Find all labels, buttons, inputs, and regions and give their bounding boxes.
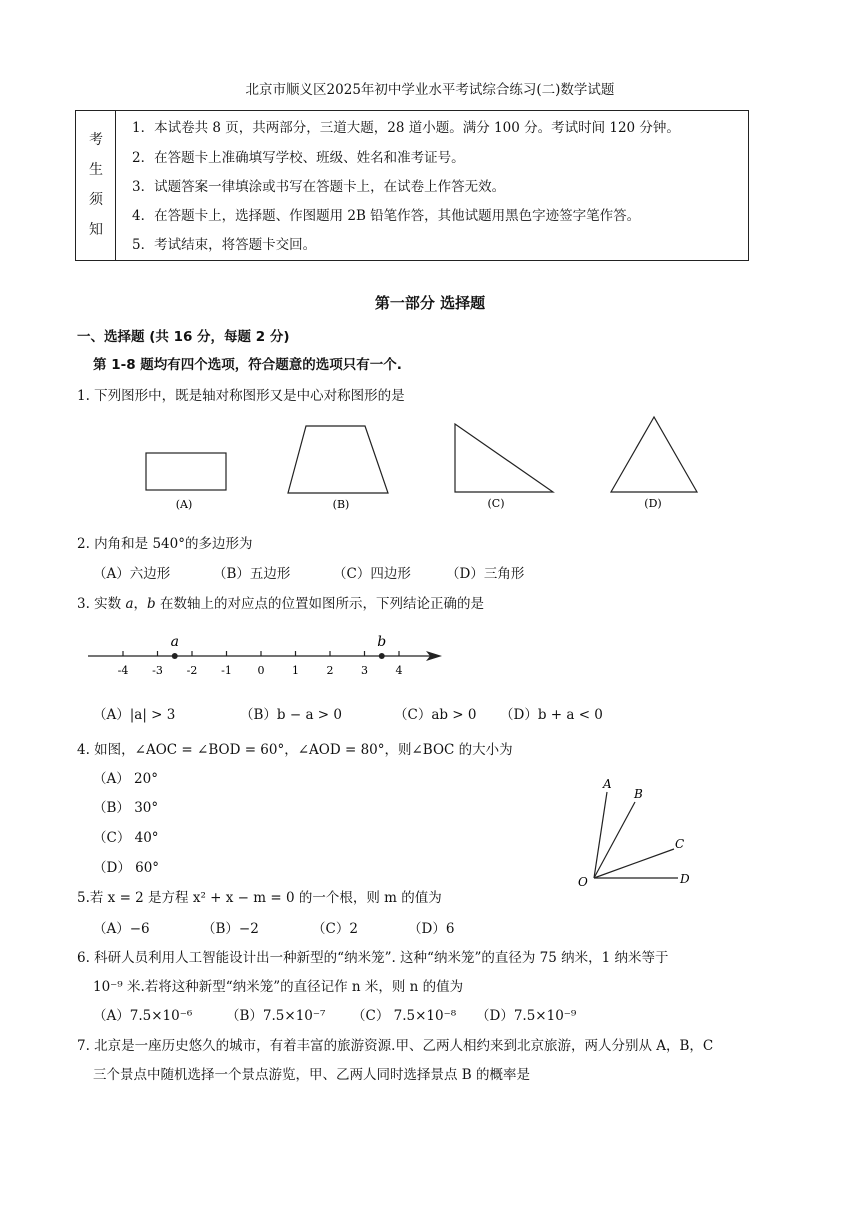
angle-figure — [570, 770, 700, 892]
rectangle-shape — [146, 453, 226, 490]
notice-item: 3．试题答案一律填涂或书写在答题卡上，在试卷上作答无效。 — [132, 179, 506, 195]
option-b: （B）−2 — [202, 921, 259, 937]
figure-label-a: (A) — [175, 498, 193, 511]
triangle-shape — [611, 417, 697, 492]
tick-label: -2 — [186, 664, 198, 677]
label-o: O — [578, 875, 588, 889]
question-1-figures — [120, 410, 740, 518]
label-b: B — [634, 787, 643, 801]
option-d: （D）6 — [408, 921, 455, 937]
option-c: （C）2 — [312, 921, 358, 937]
candidate-notice-box — [75, 110, 749, 261]
question-4-stem: 4. 如图，∠AOC = ∠BOD = 60°，∠AOD = 80°，则∠BOC 的大小为 — [77, 742, 513, 758]
option-c: （C）ab > 0 — [394, 707, 477, 723]
tick-label: -1 — [221, 664, 232, 677]
figure-label-d: (D) — [644, 497, 662, 510]
section-title: 一、选择题 (共 16 分，每题 2 分) — [77, 329, 290, 345]
point-b-label: b — [377, 634, 387, 650]
notice-item: 4．在答题卡上，选择题、作图题用 2B 铅笔作答，其他试题用黑色字迹签字笔作答。 — [132, 208, 641, 224]
stem-text: 在数轴上的对应点的位置如图所示，下列结论正确的是 — [155, 596, 484, 612]
part-title: 第一部分 选择题 — [374, 294, 486, 312]
stem-text: ， — [133, 596, 148, 612]
question-5-stem: 5.若 x = 2 是方程 x² + x − m = 0 的一个根，则 m 的值为 — [77, 890, 442, 906]
tick-label: 3 — [361, 664, 368, 677]
point-a — [172, 653, 178, 659]
notice-item: 1．本试卷共 8 页，共两部分，三道大题，28 道小题。满分 100 分。考试时间 120 分钟。 — [132, 120, 680, 136]
option-d: （D）7.5×10⁻⁹ — [476, 1008, 577, 1024]
option-a: （A）7.5×10⁻⁶ — [93, 1008, 193, 1024]
variable-b: b — [147, 596, 156, 612]
tick-label: 2 — [326, 664, 334, 677]
question-6-stem-line1: 6. 科研人员利用人工智能设计出一种新型的“纳米笼”. 这种“纳米笼”的直径为 75 纳米，1 纳米等于 — [77, 950, 669, 966]
option-b: （B）7.5×10⁻⁷ — [226, 1008, 326, 1024]
notice-label-char: 须 — [89, 192, 103, 208]
notice-label-char: 知 — [89, 222, 103, 238]
question-7-stem-line2: 三个景点中随机选择一个景点游览，甲、乙两人同时选择景点 B 的概率是 — [93, 1067, 531, 1083]
option-a: （A） 20° — [93, 771, 158, 787]
point-b — [379, 653, 385, 659]
option-d: （D）b + a < 0 — [500, 707, 603, 723]
tick-label: -3 — [152, 664, 163, 677]
option-a: （A）六边形 — [93, 566, 171, 582]
option-b: （B）五边形 — [213, 566, 291, 582]
figure-label-b: (B) — [332, 498, 350, 511]
option-a: （A）|a| > 3 — [93, 707, 176, 723]
notice-label-char: 考 — [89, 132, 103, 148]
exam-title: 北京市顺义区2025年初中学业水平考试综合练习(二)数学试题 — [245, 82, 615, 98]
option-c: （C）四边形 — [333, 566, 411, 582]
option-b: （B） 30° — [93, 800, 159, 816]
figure-label-c: (C) — [487, 497, 505, 510]
question-3-stem — [77, 592, 484, 612]
label-c: C — [675, 837, 685, 851]
tick-label: -4 — [117, 664, 129, 677]
tick-label: 1 — [292, 664, 299, 677]
question-2-stem: 2. 内角和是 540°的多边形为 — [77, 536, 253, 552]
notice-item: 2．在答题卡上准确填写学校、班级、姓名和准考证号。 — [132, 150, 465, 166]
option-b: （B）b − a > 0 — [240, 707, 342, 723]
question-6-stem-line2: 10⁻⁹ 米.若将这种新型“纳米笼”的直径记作 n 米，则 n 的值为 — [93, 979, 464, 995]
notice-label-char: 生 — [89, 162, 103, 178]
option-c: （C） 7.5×10⁻⁸ — [352, 1008, 457, 1024]
trapezoid-shape — [288, 426, 388, 493]
ray-oc — [594, 849, 674, 878]
question-7-stem-line1: 7. 北京是一座历史悠久的城市，有着丰富的旅游资源.甲、乙两人相约来到北京旅游，两人分别从 A，B，C — [77, 1038, 714, 1054]
tick-label: 4 — [395, 664, 403, 677]
option-d: （D） 60° — [93, 860, 160, 876]
notice-item: 5．考试结束，将答题卡交回。 — [132, 237, 317, 253]
option-d: （D）三角形 — [446, 566, 525, 582]
label-d: D — [680, 872, 690, 886]
label-a: A — [603, 777, 612, 791]
option-a: （A）−6 — [93, 921, 150, 937]
tick-label: 0 — [257, 664, 265, 677]
question-1-stem: 1. 下列图形中，既是轴对称图形又是中心对称图形的是 — [77, 388, 405, 404]
notice-label-column — [76, 111, 116, 260]
tick-group — [118, 651, 403, 677]
stem-text: 3. 实数 — [77, 596, 126, 612]
number-line — [80, 630, 450, 682]
variable-a: a — [125, 596, 134, 612]
option-c: （C） 40° — [93, 830, 159, 846]
right-triangle-shape — [455, 424, 553, 492]
section-note: 第 1-8 题均有四个选项，符合题意的选项只有一个. — [93, 357, 402, 373]
point-a-label: a — [170, 634, 179, 650]
